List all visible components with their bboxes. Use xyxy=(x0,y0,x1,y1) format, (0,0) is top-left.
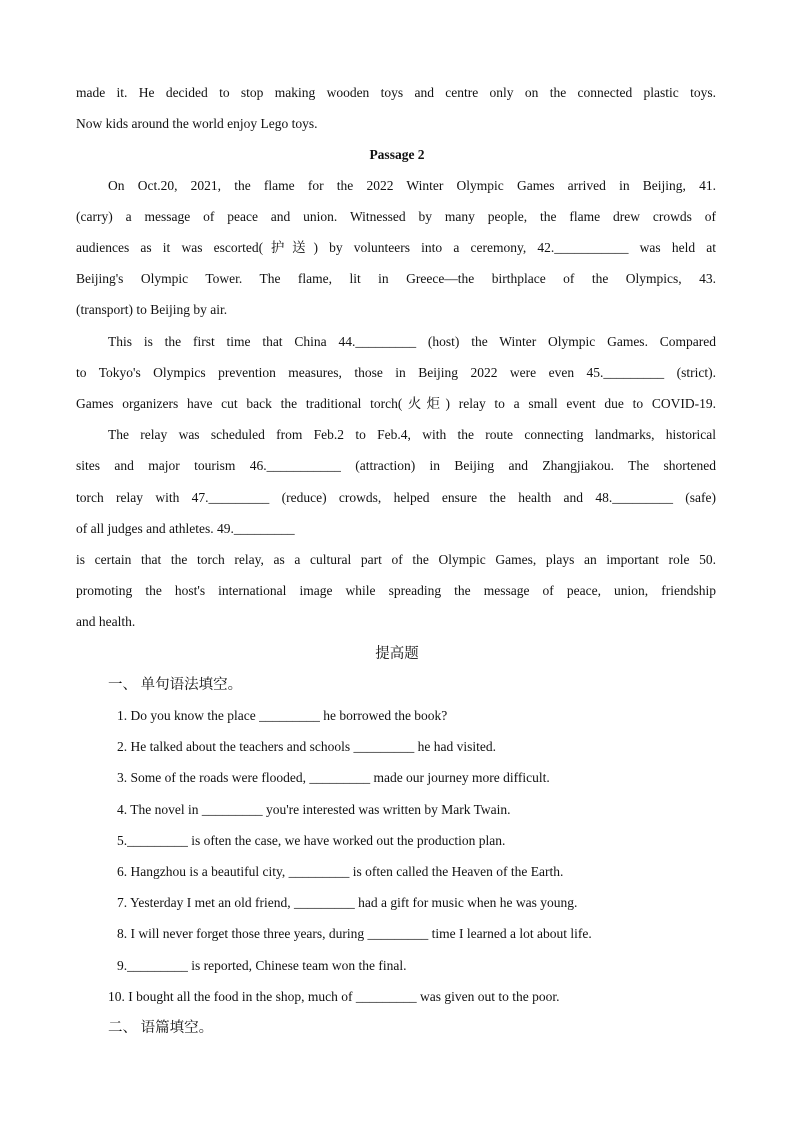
advanced-title: 提高题 xyxy=(375,646,419,662)
section2-heading: 二、 语篇填空。 xyxy=(108,1020,214,1036)
section1-heading: 一、 单句语法填空。 xyxy=(108,677,243,693)
passage2-line: Games organizers have cut back the traditional torch(火炬) relay to a small event due to COVID-19. xyxy=(76,396,716,411)
passage2-line: torch relay with 47._________ (reduce) crowds, helped ensure the health and 48._________ (safe) xyxy=(76,490,716,505)
passage2-line: to Tokyo's Olympics prevention measures, those in Beijing 2022 were even 45._________ (strict). xyxy=(76,365,716,380)
exercise-item: 3. Some of the roads were flooded, _________ made our journey more difficult. xyxy=(117,770,550,785)
passage2-line: of all judges and athletes. 49._________ xyxy=(76,521,295,536)
exercise-item: 9._________ is reported, Chinese team won the final. xyxy=(117,958,407,973)
passage2-line: audiences as it was escorted(护送) by volunteers into a ceremony, 42.___________ was held at xyxy=(76,240,716,255)
passage2-line: Beijing's Olympic Tower. The flame, lit in Greece—the birthplace of the Olympics, 43. xyxy=(76,271,716,286)
passage2-title: Passage 2 xyxy=(369,147,425,162)
passage1-line-2: Now kids around the world enjoy Lego toys. xyxy=(76,116,318,131)
exercise-item: 7. Yesterday I met an old friend, _________ had a gift for music when he was young. xyxy=(117,895,578,910)
passage2-line: sites and major tourism 46.___________ (attraction) in Beijing and Zhangjiakou. The shortened xyxy=(76,458,716,473)
exercise-item: 2. He talked about the teachers and schools _________ he had visited. xyxy=(117,739,497,754)
passage2-line: On Oct.20, 2021, the flame for the 2022 Winter Olympic Games arrived in Beijing, 41. xyxy=(108,178,716,193)
passage2-line: (carry) a message of peace and union. Witnessed by many people, the flame drew crowds of xyxy=(76,209,716,224)
passage2-line: promoting the host's international image while spreading the message of peace, union, friendship xyxy=(76,583,716,598)
passage2-line: The relay was scheduled from Feb.2 to Feb.4, with the route connecting landmarks, historical xyxy=(108,427,716,442)
passage2-line: (transport) to Beijing by air. xyxy=(76,302,228,317)
exercise-item: 6. Hangzhou is a beautiful city, _________ is often called the Heaven of the Earth. xyxy=(117,864,564,879)
exercise-item: 4. The novel in _________ you're interested was written by Mark Twain. xyxy=(117,802,511,817)
passage2-line: is certain that the torch relay, as a cultural part of the Olympic Games, plays an important role 50. xyxy=(76,552,716,567)
exercise-item: 1. Do you know the place _________ he borrowed the book? xyxy=(117,708,448,723)
exercise-item: 10. I bought all the food in the shop, much of _________ was given out to the poor. xyxy=(108,989,560,1004)
passage2-line: This is the first time that China 44._________ (host) the Winter Olympic Games. Compared xyxy=(108,334,716,349)
passage2-line: and health. xyxy=(76,614,136,629)
passage1-line-1: made it. He decided to stop making wooden toys and centre only on the connected plastic toys. xyxy=(76,85,716,100)
exercise-item: 5._________ is often the case, we have worked out the production plan. xyxy=(117,833,506,848)
exercise-item: 8. I will never forget those three years, during _________ time I learned a lot about life. xyxy=(117,926,592,941)
